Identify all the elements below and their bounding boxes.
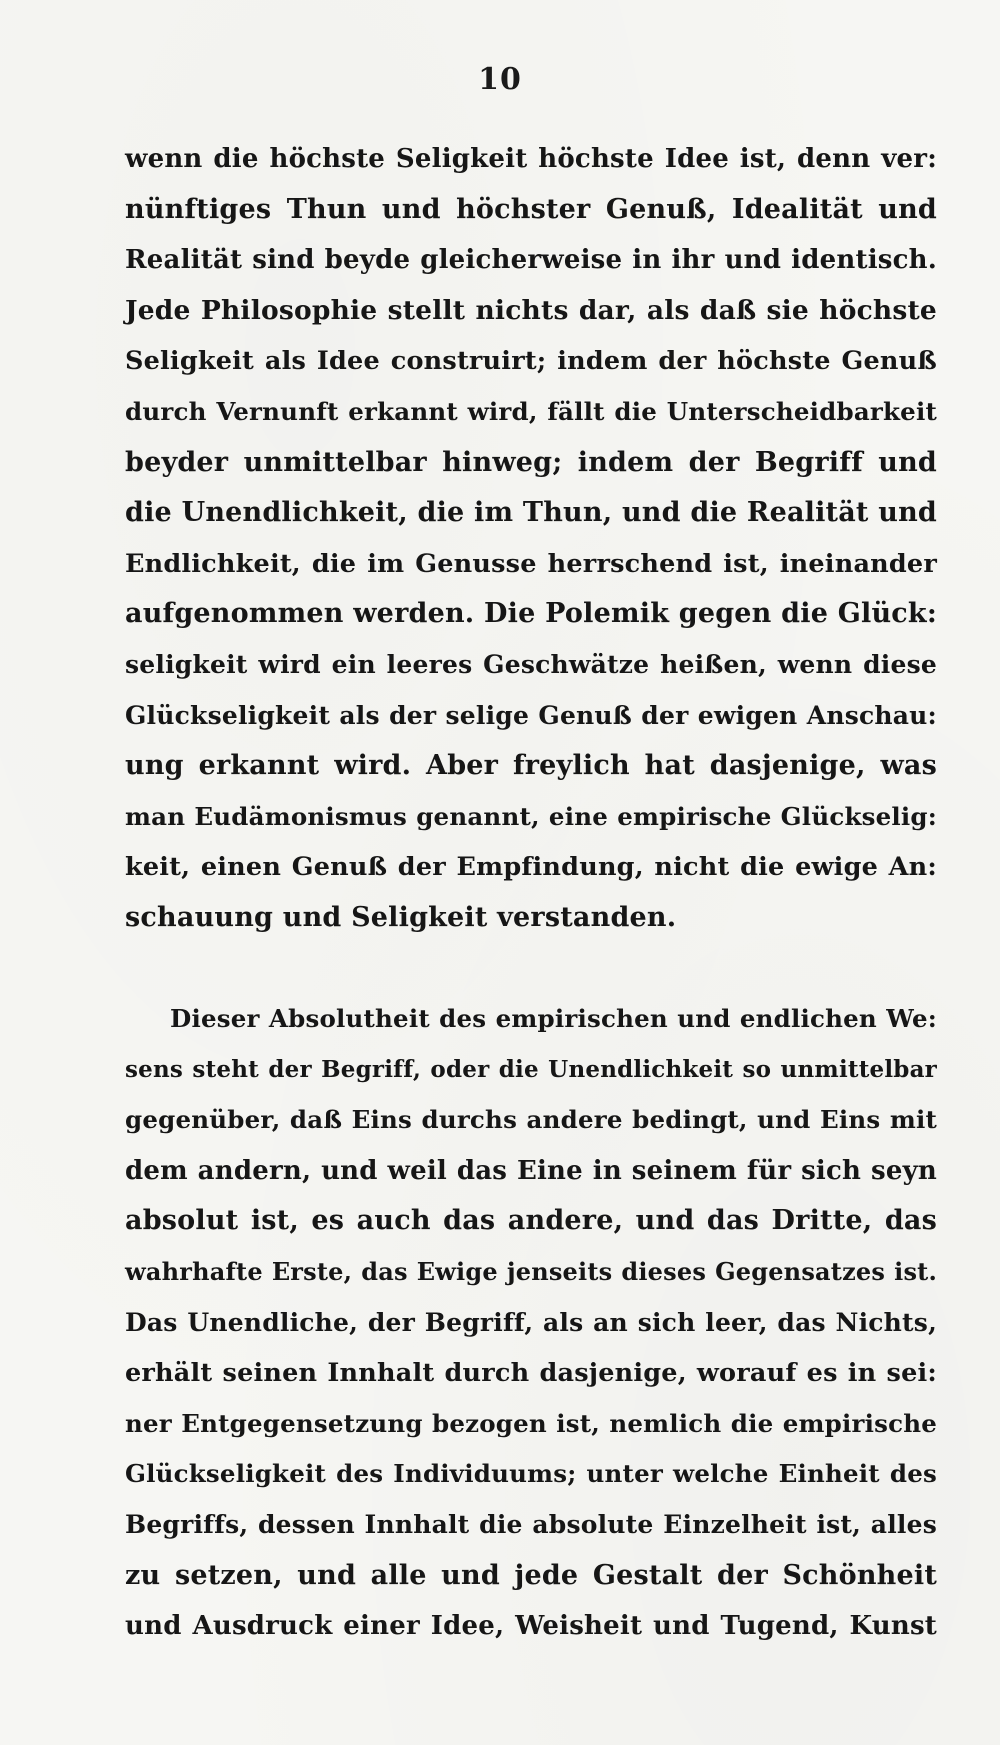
text-line: Das Unendliche, der Begriff, als an sich leer, das Nichts, [125, 1307, 937, 1337]
text-line: nünftiges Thun und höchster Genuß, Idealität und [125, 193, 937, 225]
text-line: man Eudämonismus genannt, eine empirische Glückselig: [125, 801, 937, 831]
text-line: Glückseligkeit als der selige Genuß der ewigen Anschau: [125, 700, 937, 730]
text-line: erhält seinen Innhalt durch dasjenige, worauf es in sei: [125, 1358, 937, 1389]
text-line: die Unendlichkeit, die im Thun, und die Realität und [125, 497, 937, 529]
text-line: seligkeit wird ein leeres Geschwätze heißen, wenn diese [125, 649, 937, 679]
text-line: Seligkeit als Idee construirt; indem der höchste Genuß [125, 346, 937, 377]
text-line: zu setzen, und alle und jede Gestalt der Schönheit [125, 1559, 937, 1591]
text-line: dem andern, und weil das Eine in seinem für sich seyn [125, 1155, 937, 1186]
text-line: Glückseligkeit des Individuums; unter welche Einheit des [125, 1459, 937, 1489]
text-line: beyder unmittelbar hinweg; indem der Begriff und [125, 446, 937, 478]
text-line: durch Vernunft erkannt wird, fällt die Unterscheidbarkeit [125, 396, 937, 426]
text-line: Jede Philosophie stellt nichts dar, als daß sie höchste [125, 294, 937, 326]
text-line: Endlichkeit, die im Genusse herrschend ist, ineinander [125, 548, 937, 579]
text-line: ner Entgegensetzung bezogen ist, nemlich die empirische [125, 1408, 937, 1438]
text-line: schauung und Seligkeit verstanden. [125, 901, 677, 933]
text-line: wenn die höchste Seligkeit höchste Idee ist, denn ver: [125, 144, 937, 174]
text-line: aufgenommen werden. Die Polemik gegen die Glück: [125, 598, 937, 630]
text-line: Realität sind beyde gleicherweise in ihr und identisch. [125, 245, 937, 276]
text-line: und Ausdruck einer Idee, Weisheit und Tugend, Kunst [125, 1611, 937, 1642]
text-line: Dieser Absolutheit des empirischen und endlichen We: [170, 1004, 937, 1033]
text-line: sens steht der Begriff, oder die Unendlichkeit so unmittelbar [125, 1055, 937, 1083]
text-line: ung erkannt wird. Aber freylich hat dasjenige, was [125, 750, 937, 782]
text-line: absolut ist, es auch das andere, und das Dritte, das [125, 1205, 937, 1237]
text-line: gegenüber, daß Eins durchs andere bedingt, und Eins mit [125, 1105, 937, 1135]
paragraph-2 [125, 994, 937, 1652]
text-line: wahrhafte Erste, das Ewige jenseits dieses Gegensatzes ist. [125, 1256, 937, 1286]
page-number: 10 [478, 62, 522, 97]
paragraph-1 [125, 134, 937, 944]
text-line: keit, einen Genuß der Empfindung, nicht die ewige An: [125, 852, 937, 883]
text-line: Begriffs, dessen Innhalt die absolute Einzelheit ist, alles [125, 1509, 937, 1539]
